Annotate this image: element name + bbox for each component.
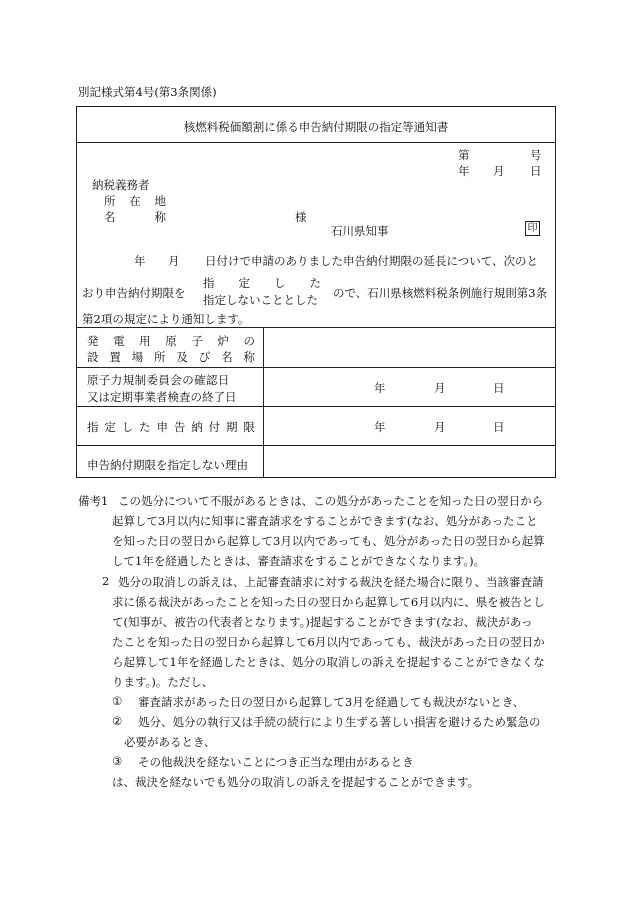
item-mark: ① bbox=[112, 694, 123, 708]
form-title: 核燃料税価額割に係る申告納付期限の指定等通知書 bbox=[183, 120, 449, 134]
note-1-line: を知った日の翌日から起算して3月以内であっても、処分があった日の翌日から起算 bbox=[112, 534, 545, 548]
item-text: 必要があるとき、 bbox=[124, 735, 216, 749]
row-divider-3 bbox=[76, 406, 556, 407]
form-number: 別記様式第4号(第3条関係) bbox=[78, 85, 217, 99]
row-reactor-label-line1: 発 電 用 原 子 炉 の bbox=[87, 334, 255, 348]
issue-date-month: 月 bbox=[493, 164, 505, 178]
choice-not-designated: 指定しないこととした bbox=[203, 293, 318, 307]
title-divider bbox=[76, 142, 556, 143]
note-2-label: 2 bbox=[102, 574, 110, 588]
row-deadline-month: 月 bbox=[434, 420, 446, 434]
name-label: 名 称 bbox=[104, 210, 166, 224]
row-deadline-label: 指 定 し た 申 告 納 付 期 限 bbox=[87, 420, 255, 434]
item-mark: ② bbox=[112, 714, 123, 728]
note-2-line: たことを知った日の翌日から起算して6月以内であっても、裁決があった日の翌日か bbox=[112, 635, 545, 649]
row-confirmation-year: 年 bbox=[374, 381, 386, 395]
row-divider-4 bbox=[76, 445, 556, 446]
item-text: 処分、処分の執行又は手続の続行により生ずる著しい損害を避けるため緊急の bbox=[138, 715, 541, 729]
row-reason-label: 申告納付期限を指定しない理由 bbox=[87, 458, 248, 472]
column-divider bbox=[263, 327, 264, 478]
item-text: 審査請求があった日の翌日から起算して3月を経過しても裁決がないとき、 bbox=[138, 695, 525, 709]
note-1-line: この処分について不服があるときは、この処分があったことを知った日の翌日から bbox=[118, 494, 544, 508]
note-2-line: 求に係る裁決があったことを知った日の翌日から起算して6月以内に、県を被告とし bbox=[112, 595, 545, 609]
issuer-name: 石川県知事 bbox=[331, 224, 389, 238]
taxpayer-label: 納税義務者 bbox=[92, 178, 150, 192]
row-divider-1 bbox=[76, 327, 556, 328]
note-1-line: して1年を経過したときは、審査請求をすることができなくなります。)。 bbox=[112, 554, 486, 568]
body-line-1: 日付けで申請のありました申告納付期限の延長について、次のと bbox=[205, 254, 539, 268]
row-confirmation-label-line1: 原子力規制委員会の確認日 bbox=[87, 373, 230, 387]
choice-designated: 指 定 し た bbox=[203, 276, 321, 290]
body-year: 年 bbox=[134, 254, 146, 268]
row-confirmation-label-line2: 又は定期事業者検査の終了日 bbox=[87, 390, 237, 404]
seal-mark: 印 bbox=[525, 221, 540, 236]
closing-text: は、裁決を経ないでも処分の取消しの訴えを提起することができます。 bbox=[112, 775, 480, 789]
row-confirmation-month: 月 bbox=[434, 381, 446, 395]
item-mark: ③ bbox=[112, 754, 123, 768]
issue-date-year: 年 bbox=[458, 164, 470, 178]
note-2-line: ら起算して1年を経過したときは、処分の取消しの訴えを提起することができなくな bbox=[112, 655, 545, 669]
issue-date-day: 日 bbox=[530, 164, 542, 178]
number-suffix: 号 bbox=[530, 148, 542, 162]
item-text: その他裁決を経ないことにつき正当な理由があるとき bbox=[138, 755, 414, 769]
row-deadline-day: 日 bbox=[493, 420, 505, 434]
body-line-2-right: ので、石川県核燃料税条例施行規則第3条 bbox=[333, 286, 548, 300]
row-deadline-year: 年 bbox=[374, 420, 386, 434]
note-1-label: 備考1 bbox=[78, 494, 109, 508]
note-2-line: ります。)。ただし、 bbox=[112, 675, 214, 689]
address-label: 所 在 地 bbox=[104, 194, 166, 208]
note-1-line: 起算して3月以内に知事に審査請求をすることができます(なお、処分があったこと bbox=[112, 514, 538, 528]
number-prefix: 第 bbox=[458, 148, 470, 162]
row-confirmation-day: 日 bbox=[493, 381, 505, 395]
honorific: 様 bbox=[295, 210, 307, 224]
row-divider-2 bbox=[76, 367, 556, 368]
body-month: 月 bbox=[168, 254, 180, 268]
note-2-line: て(知事が、被告の代表者となります。)提起することができます(なお、裁決があっ bbox=[112, 615, 533, 629]
note-2-line: 処分の取消しの訴えは、上記審査請求に対する裁決を経た場合に限り、当該審査請 bbox=[118, 575, 544, 589]
body-line-3: 第2項の規定により通知します。 bbox=[82, 312, 250, 326]
row-reactor-label-line2: 設 置 場 所 及 び 名 称 bbox=[87, 350, 255, 364]
body-line-2-left: おり申告納付期限を bbox=[82, 286, 186, 300]
